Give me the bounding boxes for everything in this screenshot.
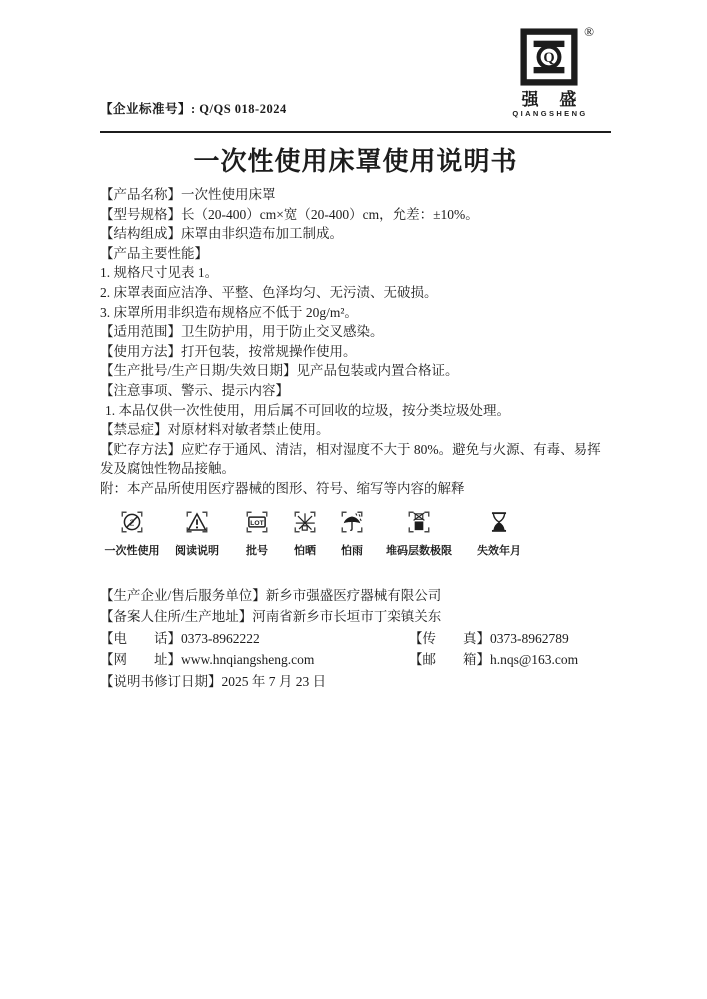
fax-line: 【传 真】0373-8962789 <box>409 630 569 646</box>
symbol-label: 怕晒 <box>294 544 316 557</box>
lot-text: LOT <box>250 519 264 527</box>
symbol-label: 失效年月 <box>477 544 521 557</box>
line-model-spec: 【型号规格】长（20-400）cm×宽（20-400）cm，允差：±10%。 <box>100 206 479 222</box>
symbol-do-not-reuse <box>100 508 164 558</box>
line-performance-2: 2. 床罩表面应洁净、平整、色泽均匀、无污渍、无破损。 <box>100 284 438 300</box>
logo-square-icon <box>520 28 578 86</box>
revision-date-line: 【说明书修订日期】2025 年 7 月 23 日 <box>100 673 327 689</box>
company-logo <box>503 24 595 118</box>
symbol-stacking-limit <box>380 508 458 558</box>
line-performance-head: 【产品主要性能】 <box>100 245 208 261</box>
svg-text:2: 2 <box>129 516 135 527</box>
symbol-label: 一次性使用 <box>104 544 160 557</box>
enterprise-standard-number: 【企业标准号】: Q/QS 018-2024 <box>100 102 287 116</box>
line-usage: 【使用方法】打开包装，按常规操作使用。 <box>100 343 357 359</box>
website-line: 【网 址】www.hnqiangsheng.com <box>100 652 315 667</box>
line-performance-1: 1. 规格尺寸见表 1。 <box>100 265 219 281</box>
do-not-reuse-icon <box>100 508 164 536</box>
sunburst-icon <box>287 508 323 536</box>
line-contraindication: 【禁忌症】对原材料对敏者禁止使用。 <box>100 422 330 438</box>
hourglass-icon <box>472 508 526 536</box>
registered-trademark-icon: ® <box>584 24 594 39</box>
symbol-caution <box>168 508 226 558</box>
line-symbols-note: 附：本产品所使用医疗器械的图形、符号、缩写等内容的解释 <box>100 480 465 496</box>
web-mail-row <box>100 649 611 671</box>
symbol-label: 堆码层数极限 <box>386 544 452 557</box>
logo-name-cn: 强 盛 <box>521 90 585 109</box>
line-warning-1: 1. 本品仅供一次性使用，用后属不可回收的垃圾，按分类垃圾处理。 <box>105 402 510 418</box>
manufacturer-line: 【生产企业/售后服务单位】新乡市强盛医疗器械有限公司 <box>100 587 442 603</box>
symbol-keep-away-from-sunlight <box>287 508 323 558</box>
tel-fax-row <box>100 628 611 650</box>
email-line: 【邮 箱】h.nqs@163.com <box>409 652 579 667</box>
page-header <box>100 0 611 133</box>
document-title: 一次性使用床罩使用说明书 <box>193 147 518 176</box>
body-text <box>100 185 611 499</box>
symbol-keep-dry <box>333 508 371 558</box>
symbol-label: 阅读说明 <box>175 544 219 557</box>
symbol-label: 批号 <box>246 544 268 557</box>
logo-letter: Q <box>543 49 555 66</box>
symbol-use-by-date <box>472 508 526 558</box>
line-warnings-head: 【注意事项、警示、提示内容】 <box>100 382 289 398</box>
lot-icon <box>235 508 279 536</box>
stacking-limit-icon <box>380 508 458 536</box>
logo-mark <box>520 24 594 91</box>
symbol-label: 怕雨 <box>341 544 363 557</box>
telephone-line: 【电 话】0373-8962222 <box>100 630 260 646</box>
logo-name-en: QIANGSHENG <box>512 109 588 118</box>
footer-info <box>100 585 611 693</box>
symbols-row <box>100 508 611 558</box>
line-structure: 【结构组成】床罩由非织造布加工制成。 <box>100 226 343 242</box>
line-batch-dates: 【生产批号/生产日期/失效日期】见产品包装或内置合格证。 <box>100 363 459 379</box>
line-product-name: 【产品名称】一次性使用床罩 <box>100 187 276 202</box>
page-content <box>100 0 611 692</box>
line-performance-3: 3. 床罩所用非织造布规格应不低于 20g/m²。 <box>100 304 358 320</box>
caution-triangle-icon <box>168 508 226 536</box>
symbol-batch-code <box>235 508 279 558</box>
umbrella-rain-icon <box>333 508 371 536</box>
line-storage: 【贮存方法】应贮存于通风、清洁，相对湿度不大于 80%。避免与火源、有毒、易挥发及腐蚀性物品接触。 <box>100 441 601 477</box>
address-line: 【备案人住所/生产地址】河南省新乡市长垣市丁栾镇关东 <box>100 609 442 624</box>
line-scope: 【适用范围】卫生防护用，用于防止交叉感染。 <box>100 324 384 340</box>
